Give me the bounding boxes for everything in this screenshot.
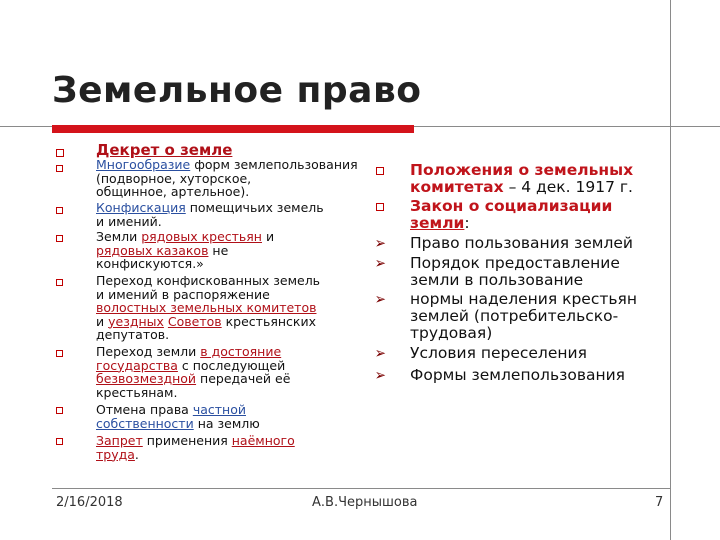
square-bullet-icon — [56, 207, 63, 214]
arrow-bullet-icon: ➢ — [374, 234, 386, 252]
link-konfiskaciya[interactable]: Конфискация — [96, 200, 186, 215]
link-ryadovyh-kazakov[interactable]: рядовых казаков — [96, 242, 209, 258]
square-bullet-icon — [376, 167, 384, 175]
left-item-4: Переход конфискованных земель и имений в распоряжение волостных земельных комитетов и уездных Советов крестьянских депутатов. — [96, 273, 321, 342]
arrow-bullet-icon: ➢ — [374, 366, 386, 384]
right-arrow-item-2: Порядок предоставление земли в пользование — [410, 254, 620, 289]
right-arrow-item-5: Формы землепользования — [410, 366, 625, 384]
square-bullet-icon — [376, 203, 384, 211]
link-bezvozmezdnoy[interactable]: безвозмездной — [96, 371, 197, 386]
left-item-6: Отмена права частной собственности на землю — [96, 402, 260, 431]
link-ryadovyh-krestyan[interactable]: рядовых крестьян — [141, 229, 262, 244]
footer-page-number: 7 — [655, 495, 664, 510]
arrow-bullet-icon: ➢ — [374, 290, 386, 308]
link-v-dostoyanie[interactable]: в достояние — [200, 344, 282, 359]
link-truda[interactable]: труда — [96, 446, 135, 462]
link-naemnogo[interactable]: наёмного — [231, 433, 295, 448]
square-bullet-icon — [56, 350, 63, 357]
arrow-bullet-icon: ➢ — [374, 344, 386, 362]
left-item-7: Запрет применения наёмного труда. — [96, 433, 295, 462]
left-item-1: Многообразие форм землепользования (подворное, хуторское, общинное, артельное). — [96, 157, 358, 199]
square-bullet-icon — [56, 165, 63, 172]
square-bullet-icon — [56, 407, 63, 414]
right-arrow-item-3: нормы наделения крестьян землей (потребительско- трудовая) — [410, 290, 637, 342]
square-bullet-icon — [56, 149, 64, 157]
square-bullet-icon — [56, 438, 63, 445]
link-gosudarstva[interactable]: государства — [96, 357, 178, 373]
right-arrow-item-1: Право пользования землей — [410, 234, 634, 252]
link-zapret[interactable]: Запрет — [96, 433, 143, 448]
square-bullet-icon — [56, 235, 63, 242]
link-sobstvennosti[interactable]: собственности — [96, 415, 194, 431]
right-arrow-item-4: Условия переселения — [410, 344, 587, 362]
left-item-3: Земли рядовых крестьян и рядовых казаков не конфискуются.» — [96, 229, 275, 271]
footer-date: 2/16/2018 — [56, 495, 123, 510]
vertical-divider — [670, 0, 671, 540]
link-volostnyh-komitetov[interactable]: волостных земельных комитетов — [96, 300, 317, 315]
left-heading: Декрет о земле — [96, 141, 233, 159]
link-sovetov[interactable]: Советов — [167, 313, 222, 329]
square-bullet-icon — [56, 279, 63, 286]
right-item-zakon: Закон о социализации земли: — [410, 197, 613, 232]
left-item-5: Переход земли в достояние государства с последующей безвозмездной передачей её крестьянам. — [96, 344, 291, 400]
link-chastnoy[interactable]: частной — [192, 402, 246, 417]
footer-author: А.В.Чернышова — [312, 495, 418, 510]
slide-title: Земельное право — [52, 70, 422, 111]
link-uezdnyh[interactable]: уездных — [108, 313, 164, 329]
title-underline-red — [52, 125, 414, 133]
link-mnogoobrazie[interactable]: Многообразие — [96, 157, 191, 172]
arrow-bullet-icon: ➢ — [374, 254, 386, 272]
left-item-2: Конфискация помещичьих земель и имений. — [96, 200, 324, 229]
footer-divider — [52, 488, 670, 489]
right-item-polozheniya: Положения о земельных комитетах – 4 дек. 1917 г. — [410, 161, 634, 196]
